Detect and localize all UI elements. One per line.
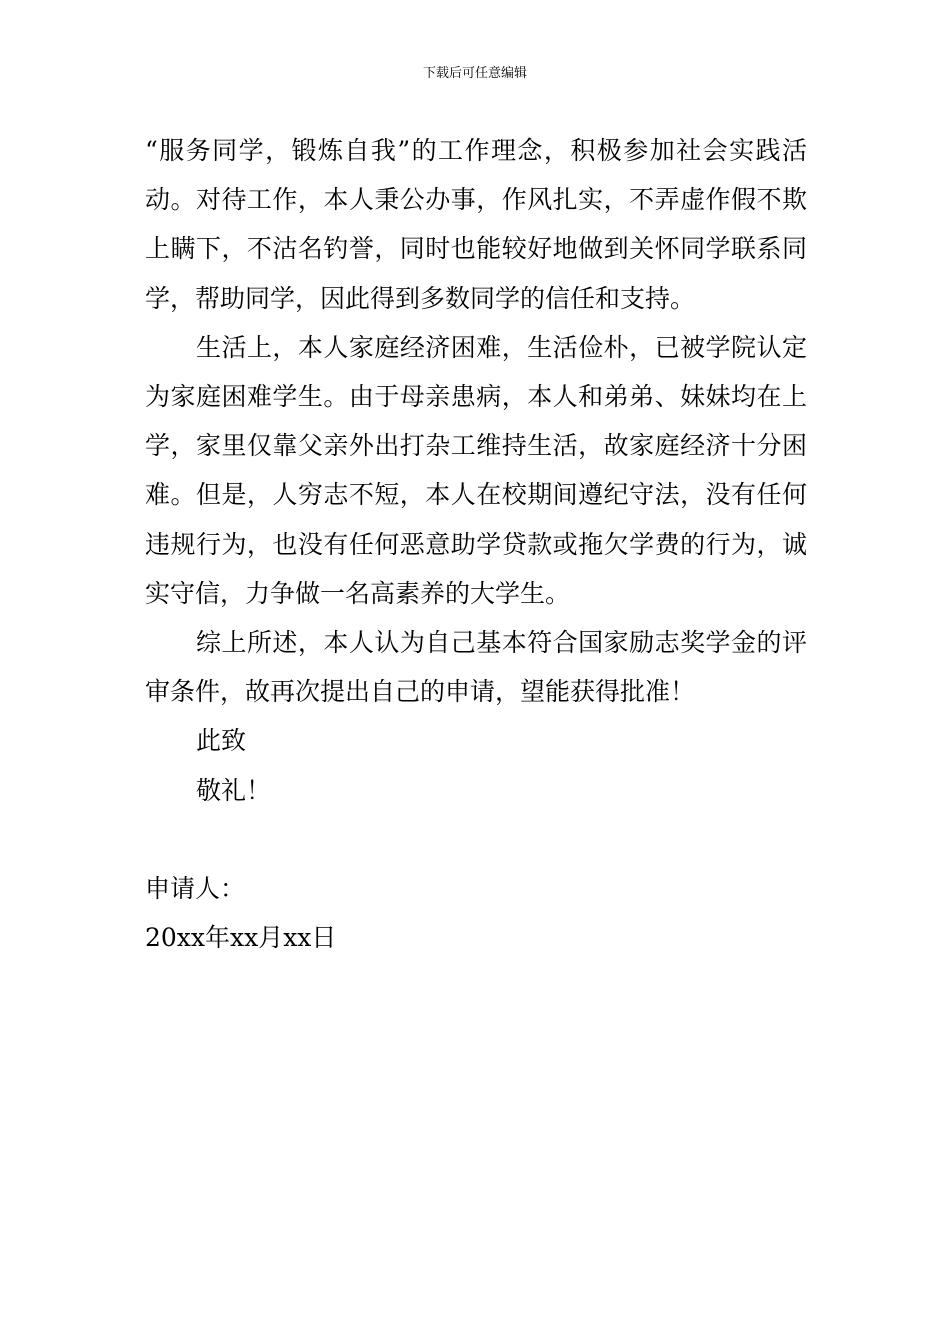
letter-body <box>145 126 807 962</box>
closing-salutation: 此致 <box>196 726 247 756</box>
page-header-note: 下载后可任意编辑 <box>422 66 527 81</box>
paragraph-summary: 综上所述，本人认为自己基本符合国家励志奖学金的评审条件，故再次提出自己的申请，望能获得批准！ <box>145 628 807 707</box>
paragraph-work-attitude: “服务同学，锻炼自我”的工作理念，积极参加社会实践活动。对待工作，本人秉公办事，作风扎实，不弄虚作假不欺上瞒下，不沽名钓誉，同时也能较好地做到关怀同学联系同学，帮助同学，因此得到多数同学的信任和支持。 <box>145 136 807 313</box>
applicant-label: 申请人： <box>145 873 246 903</box>
paragraph-living-situation: 生活上，本人家庭经济困难，生活俭朴，已被学院认定为家庭困难学生。由于母亲患病，本人和弟弟、妹妹均在上学，家里仅靠父亲外出打杂工维持生活，故家庭经济十分困难。但是，人穷志不短，本人在校期间遵纪守法，没有任何违规行为，也没有任何恶意助学贷款或拖欠学费的行为，诚实守信，力争做一名高素养的大学生。 <box>145 332 807 608</box>
blank-line <box>145 815 807 864</box>
closing-regards: 敬礼！ <box>196 775 272 805</box>
application-date: 20xx年xx月xx日 <box>145 923 337 953</box>
